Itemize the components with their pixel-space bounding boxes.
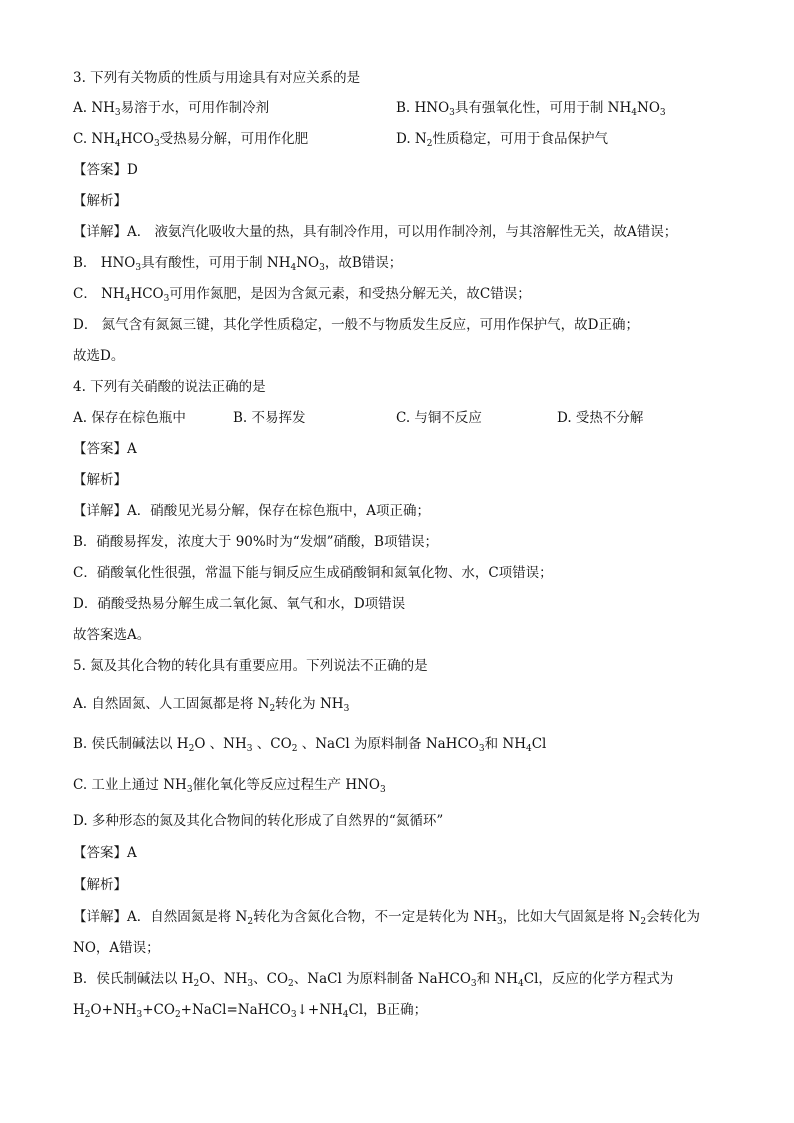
- q3-detail-a: 【详解】A． 液氨汽化吸收大量的热，具有制冷作用，可以用作制冷剂，与其溶解性无关，故A错误；: [73, 224, 678, 240]
- q5-detail-b: B．侯氏制碱法以 $H_2O$、$NH_3$、$CO_2$、NaCl 为原料制备 NaHCO$_3$和 $NH_4Cl$，反应的化学方程式为: [73, 971, 674, 989]
- q4-stem: 4. 下列有关硝酸的说法正确的是: [73, 379, 266, 395]
- q3-detail-d: D． 氮气含有氮氮三键，其化学性质稳定，一般不与物质发生反应，可用作保护气，故D正确；: [73, 317, 639, 333]
- q3-conclusion: 故选D。: [73, 348, 125, 364]
- q5-option-b: B. 侯氏制碱法以 $H_2O$ 、$NH_3$ 、$CO_2$ 、NaCl 为原料制备 NaHCO$_3$和 $NH_4Cl$: [73, 736, 547, 754]
- q3-stem: 3. 下列有关物质的性质与用途具有对应关系的是: [73, 70, 361, 86]
- q3-detail-b: B． $HNO_3$具有酸性，可用于制 $NH_4NO_3$，故B错误；: [73, 255, 403, 273]
- q4-detail-d: D．硝酸受热易分解生成二氧化氮、氧气和水，D项错误: [73, 596, 406, 612]
- q3-answer: 【答案】D: [73, 162, 138, 178]
- q5-detail-a-cont: NO，A错误；: [73, 940, 160, 956]
- q4-detail-a: 【详解】A．硝酸见光易分解，保存在棕色瓶中，A项正确；: [73, 503, 430, 519]
- q5-detail-a: 【详解】A．自然固氮是将 $N_2$转化为含氮化合物，不一定是转化为 $NH_3$，比如大气固氮是将 $N_2$会转化为: [73, 909, 701, 927]
- q3-option-a: A. $NH_3$易溶于水，可用作制冷剂: [73, 100, 270, 118]
- q4-detail-b: B．硝酸易挥发，浓度大于 90%时为“发烟”硝酸，B项错误；: [73, 534, 438, 550]
- q5-option-d: D. 多种形态的氮及其化合物间的转化形成了自然界的“氮循环”: [73, 813, 444, 829]
- q4-option-c: C. 与铜不反应: [396, 410, 482, 426]
- q5-answer: 【答案】A: [73, 845, 137, 861]
- q5-equation: $H_2O+NH_3+CO_2+NaCl=NaHCO_3↓+NH_4Cl$，B正确；: [73, 1002, 428, 1020]
- q5-analysis-label: 【解析】: [73, 877, 127, 893]
- q3-detail-c: C． $NH_4HCO_3$可用作氮肥，是因为含氮元素，和受热分解无关，故C错误；: [73, 286, 531, 304]
- q3-analysis-label: 【解析】: [73, 193, 127, 209]
- q5-option-c: C. 工业上通过 $NH_3$催化氧化等反应过程生产 $HNO_3$: [73, 777, 386, 795]
- q4-answer: 【答案】A: [73, 441, 137, 457]
- q4-conclusion: 故答案选A。: [73, 627, 151, 643]
- q3-option-c: C. $NH_4HCO_3$受热易分解，可用作化肥: [73, 131, 309, 149]
- q3-option-d: D. $N_2$性质稳定，可用于食品保护气: [396, 131, 608, 149]
- q4-detail-c: C．硝酸氧化性很强，常温下能与铜反应生成硝酸铜和氮氧化物、水，C项错误；: [73, 565, 553, 581]
- q4-analysis-label: 【解析】: [73, 472, 127, 488]
- q5-option-a: A. 自然固氮、人工固氮都是将 $N_2$转化为 $NH_3$: [73, 696, 350, 714]
- q3-option-b: B. $HNO_3$具有强氧化性，可用于制 $NH_4NO_3$: [396, 100, 666, 118]
- q5-stem: 5. 氮及其化合物的转化具有重要应用。下列说法不正确的是: [73, 658, 428, 674]
- q4-option-d: D. 受热不分解: [557, 410, 644, 426]
- q4-option-a: A. 保存在棕色瓶中: [73, 410, 186, 426]
- q4-option-b: B. 不易挥发: [233, 410, 306, 426]
